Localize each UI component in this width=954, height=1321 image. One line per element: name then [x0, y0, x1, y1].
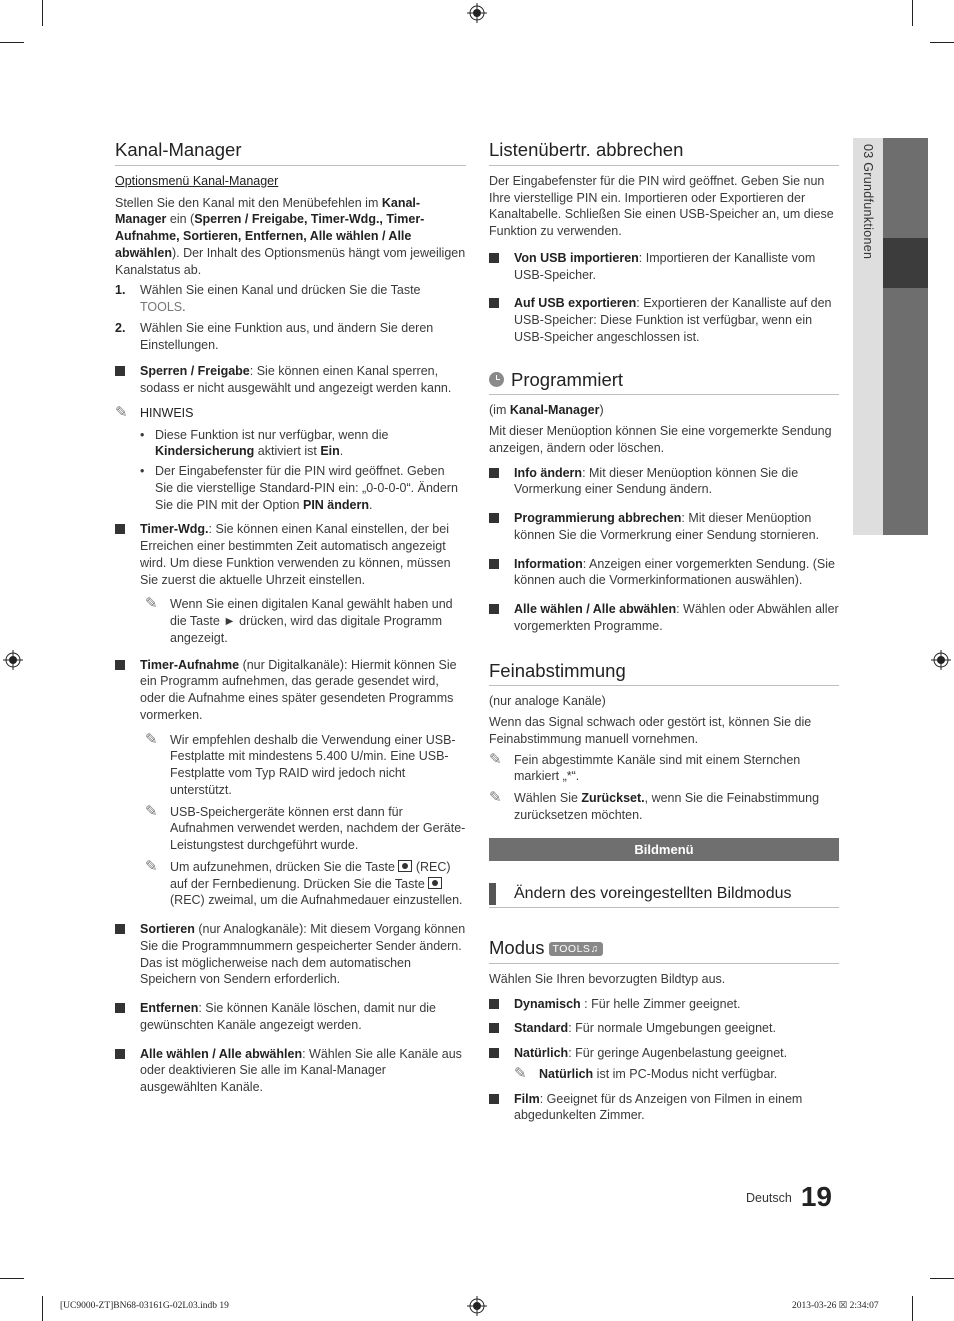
- registration-mark-icon: [467, 1296, 487, 1316]
- pencil-note-icon: ✎: [115, 403, 128, 421]
- list-item: Information: Anzeigen einer vorgemerkten Sendung. (Sie können auch die Vormerkinformationen auswählen).: [489, 556, 839, 590]
- side-tab-marker: [883, 238, 928, 288]
- note: ✎ Wählen Sie Zurückset., wenn Sie die Feinabstimmung zurücksetzen möchten.: [489, 789, 820, 822]
- note: ✎ USB-Speichergeräte können erst dann für Aufnahmen verwendet werden, nachdem der Geräte-Leistungstest durchgeführt wurde.: [145, 802, 466, 853]
- subsection-title: Optionsmenü Kanal-Manager: [115, 173, 279, 188]
- paragraph: Wenn das Signal schwach oder gestört ist, können Sie die Feinabstimmung manuell vornehmen.: [489, 715, 812, 746]
- pencil-note-icon: ✎: [145, 595, 158, 613]
- numbered-step: [115, 282, 466, 316]
- context-line: (nur analoge Kanäle): [489, 694, 606, 709]
- list-item: Auf USB exportieren: Exportieren der Kanalliste auf den USB-Speicher: Diese Funktion ist verfügbar, wenn ein USB-Speicher angeschlossen ist.: [489, 295, 839, 345]
- heading-accent: [489, 883, 496, 905]
- clock-icon: [489, 372, 504, 387]
- record-button-icon: [398, 860, 412, 872]
- section-title-programmiert: Programmiert: [489, 368, 839, 396]
- tools-button-icon: TOOLS♫: [549, 942, 603, 956]
- square-bullet-icon: [115, 1003, 125, 1013]
- list-item: Timer-Wdg.: Sie können einen Kanal einstellen, der bei Erreichen einer bestimmten Zeit automatisch angezeigt wird. Um diese Funktion verwenden zu können, müssen Sie zuerst die aktuelle Uhrzeit einstellen.: [115, 521, 466, 588]
- subsection-heading: Ändern des voreingestellten Bildmodus: [489, 883, 839, 908]
- list-item: Von USB importieren: Importieren der Kanalliste vom USB-Speicher.: [489, 250, 839, 284]
- print-timestamp: 2013-03-26 ☒ 2:34:07: [792, 1301, 879, 1311]
- square-bullet-icon: [115, 366, 125, 376]
- bullet-dot-icon: •: [140, 464, 145, 479]
- registration-mark-icon: [467, 3, 487, 23]
- square-bullet-icon: [489, 1048, 499, 1058]
- square-bullet-icon: [115, 924, 125, 934]
- list-item: Entfernen: Sie können Kanäle löschen, damit nur die gewünschten Kanäle angezeigt werden.: [115, 1000, 466, 1034]
- list-item: Sperren / Freigabe: Sie können einen Kanal sperren, sodass er nicht ausgewählt und angezeigt werden kann.: [115, 363, 466, 397]
- registration-mark-icon: [3, 650, 23, 670]
- list-item: Alle wählen / Alle abwählen: Wählen Sie alle Kanäle aus oder deaktivieren Sie alle im Kanal-Manager ausgewählten Kanäle.: [115, 1046, 466, 1096]
- list-item: Standard: Für normale Umgebungen geeignet.: [489, 1020, 839, 1037]
- crop-mark: [0, 42, 24, 43]
- list-item: Dynamisch : Für helle Zimmer geeignet.: [489, 996, 839, 1013]
- list-item: Info ändern: Mit dieser Menüoption können Sie die Vormerkung einer Sendung ändern.: [489, 465, 839, 499]
- square-bullet-icon: [489, 253, 499, 263]
- square-bullet-icon: [489, 1023, 499, 1033]
- print-file-info: [UC9000-ZT]BN68-03161G-02L03.indb 19: [60, 1301, 229, 1311]
- step-number: 1.: [115, 283, 126, 298]
- section-title-listenuebertr: Listenübertr. abbrechen: [489, 138, 839, 166]
- square-bullet-icon: [489, 298, 499, 308]
- language-label: Deutsch: [746, 1191, 792, 1206]
- crop-mark: [42, 1296, 43, 1321]
- crop-mark: [0, 1278, 24, 1279]
- pencil-note-icon: ✎: [489, 789, 502, 807]
- square-bullet-icon: [489, 1094, 499, 1104]
- square-bullet-icon: [115, 660, 125, 670]
- chapter-side-tab: [853, 138, 928, 535]
- note: ✎ Wenn Sie einen digitalen Kanal gewählt haben und die Taste ► drücken, wird das digitale Programm angezeigt.: [145, 595, 453, 645]
- page-number: 19: [800, 1181, 833, 1212]
- square-bullet-icon: [489, 559, 499, 569]
- context-line: (im Kanal-Manager): [489, 403, 604, 418]
- section-title-modus: Modus TOOLS♫: [489, 936, 839, 964]
- intro-paragraph: Stellen Sie den Kanal mit den Menübefehlen im Kanal-Manager ein (Sperren / Freigabe, Timer-Wdg., Timer-Aufnahme, Sortieren, Entfernen, Alle wählen / Alle abwählen). Der Inhalt des Optionsmenüs hängt vom jeweiligen Kanalstatus ab.: [115, 195, 466, 277]
- section-title-feinabstimmung: Feinabstimmung: [489, 659, 839, 687]
- section-title-kanal-manager: Kanal-Manager: [115, 138, 466, 166]
- pencil-note-icon: ✎: [489, 750, 502, 768]
- record-button-icon: [428, 877, 442, 889]
- bullet-dot-icon: •: [140, 427, 145, 442]
- note-heading: ✎ HINWEIS: [115, 403, 194, 421]
- pencil-note-icon: ✎: [145, 730, 158, 748]
- list-item: • Diese Funktion ist nur verfügbar, wenn die Kindersicherung aktiviert ist Ein.: [140, 427, 389, 459]
- square-bullet-icon: [115, 524, 125, 534]
- left-column: [115, 138, 466, 1104]
- crop-mark: [912, 1296, 913, 1321]
- pencil-note-icon: ✎: [145, 802, 158, 820]
- crop-mark: [912, 0, 913, 26]
- list-item: Programmierung abbrechen: Mit dieser Menüoption können Sie die Vormerkrung einer Sendung stornieren.: [489, 510, 839, 544]
- crop-mark: [42, 0, 43, 26]
- note: ✎ Wir empfehlen deshalb die Verwendung einer USB-Festplatte mit mindestens 5.400 U/min. Eine USB-Festplatte vom Typ RAID wird jedoch nicht unterstützt.: [145, 730, 456, 797]
- list-item: Timer-Aufnahme (nur Digitalkanäle): Hiermit können Sie ein Programm aufnehmen, das gerade gesendet wird, oder die Aufnahme eines später gesendeten Programms vormerken.: [115, 657, 466, 724]
- list-item: • Der Eingabefenster für die PIN wird geöffnet. Geben Sie die vierstellige Standard-PIN ein: „0-0-0-0“. Ändern Sie die PIN mit der Option PIN ändern.: [140, 464, 458, 512]
- step-number: 2.: [115, 320, 126, 335]
- square-bullet-icon: [489, 468, 499, 478]
- list-item: Alle wählen / Alle abwählen: Wählen oder Abwählen aller vorgemerkten Programme.: [489, 601, 839, 635]
- paragraph: Wählen Sie Ihren bevorzugten Bildtyp aus.: [489, 971, 726, 986]
- crop-mark: [930, 42, 954, 43]
- side-tab-bar: [883, 138, 928, 535]
- note: ✎ Natürlich ist im PC-Modus nicht verfügbar.: [514, 1064, 778, 1082]
- square-bullet-icon: [489, 604, 499, 614]
- step-text: Wählen Sie eine Funktion aus, und ändern Sie deren Einstellungen.: [140, 320, 434, 352]
- step-text: Wählen Sie einen Kanal und drücken Sie die Taste TOOLS.: [140, 283, 421, 315]
- paragraph: Der Eingabefenster für die PIN wird geöffnet. Geben Sie nun Ihre vierstellige PIN ein. Importieren oder Exportieren der Kanaltabelle. Schließen Sie einen USB-Speicher an, um diese Funktion zu verwenden.: [489, 173, 834, 239]
- list-item: Natürlich: Für geringe Augenbelastung geeignet.: [489, 1045, 839, 1062]
- pencil-note-icon: ✎: [514, 1064, 527, 1082]
- square-bullet-icon: [489, 999, 499, 1009]
- right-column: [489, 138, 839, 1132]
- numbered-step: [115, 320, 466, 354]
- square-bullet-icon: [115, 1049, 125, 1059]
- list-item: Sortieren (nur Analogkanäle): Mit diesem Vorgang können Sie die Programmnummern gespeicherter Sender ändern. Das ist möglicherweise nach dem automatischen Speichern von Sendern erforderlich.: [115, 921, 466, 988]
- crop-mark: [930, 1278, 954, 1279]
- pencil-note-icon: ✎: [145, 857, 158, 875]
- chapter-label: 03 Grundfunktionen: [860, 144, 875, 260]
- note: ✎ Fein abgestimmte Kanäle sind mit einem Sternchen markiert „*“.: [489, 750, 801, 784]
- registration-mark-icon: [931, 650, 951, 670]
- square-bullet-icon: [489, 513, 499, 523]
- list-item: Film: Geeignet für ds Anzeigen von Filmen in einem abgedunkelten Zimmer.: [489, 1091, 839, 1125]
- page-footer: [746, 1178, 832, 1216]
- note: ✎ Um aufzunehmen, drücken Sie die Taste (REC) auf der Fernbedienung. Drücken Sie die Taste (REC) zweimal, um die Aufnahmedauer einzustellen.: [145, 857, 463, 908]
- paragraph: Mit dieser Menüoption können Sie eine vorgemerkte Sendung anzeigen, ändern oder löschen.: [489, 424, 832, 455]
- chapter-bar-bildmenu: Bildmenü: [489, 838, 839, 861]
